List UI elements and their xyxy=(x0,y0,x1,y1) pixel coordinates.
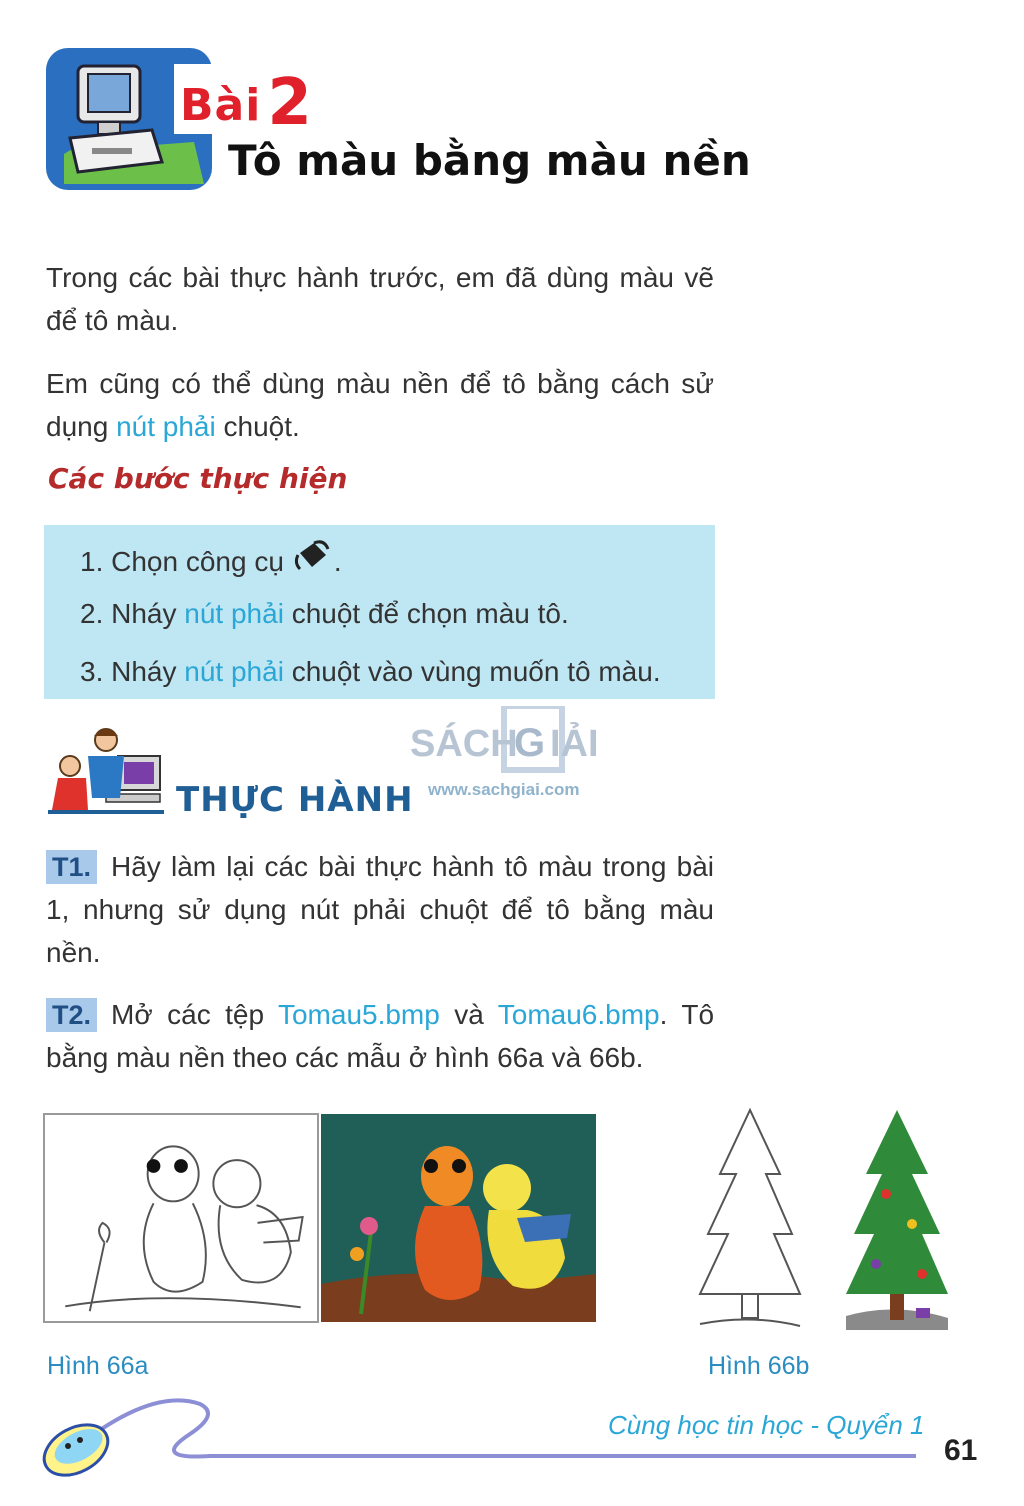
svg-text:G: G xyxy=(514,721,546,765)
step-3: 3. Nháy nút phải chuột vào vùng muốn tô màu. xyxy=(80,656,661,687)
watermark-url: www.sachgiai.com xyxy=(428,780,580,799)
paint-bucket-icon xyxy=(294,539,334,573)
task-badge-t2: T2. xyxy=(46,998,97,1032)
task-badge-t1: T1. xyxy=(46,850,97,884)
figure-66b-colored xyxy=(836,1104,958,1334)
figure-66a-colored xyxy=(321,1114,596,1322)
caption-figure-66a: Hình 66a xyxy=(47,1352,149,1380)
right-button-term: nút phải xyxy=(116,411,216,442)
file-name-tomau6: Tomau6.bmp xyxy=(497,999,660,1030)
practice-title: THỰC HÀNH xyxy=(176,780,414,820)
svg-text:SÁCH: SÁCH xyxy=(410,723,518,765)
book-title: Cùng học tin học - Quyển 1 xyxy=(608,1410,925,1440)
step-2: 2. Nháy nút phải chuột để chọn màu tô. xyxy=(80,598,569,629)
lesson-label: Bài2 xyxy=(180,66,313,140)
page-title: Tô màu bằng màu nền xyxy=(228,136,751,185)
task-t2: T2. Mở các tệp Tomau5.bmp và Tomau6.bmp. Tô bằng màu nền theo các mẫu ở hình 66a và 66b. xyxy=(46,999,715,1073)
figure-66a-outline xyxy=(43,1113,319,1323)
step-1: 1. Chọn công cụ . xyxy=(80,539,342,578)
intro-paragraph-1: Trong các bài thực hành trước, em đã dùng màu vẽ để tô màu. xyxy=(46,262,714,336)
watermark-logo xyxy=(410,706,620,776)
figure-66b-outline xyxy=(690,1104,810,1334)
caption-figure-66b: Hình 66b xyxy=(708,1352,810,1380)
intro-paragraph-2: Em cũng có thể dùng màu nền để tô bằng cách sử dụng nút phải chuột. xyxy=(46,368,714,442)
task-t1: T1. Hãy làm lại các bài thực hành tô màu trong bài 1, nhưng sử dụng nút phải chuột để tô bằng màu nền. xyxy=(46,851,714,968)
svg-text:IẢI: IẢI xyxy=(550,723,599,765)
children-at-computer-icon xyxy=(48,726,164,814)
page-number: 61 xyxy=(944,1434,978,1467)
file-name-tomau5: Tomau5.bmp xyxy=(277,999,440,1030)
steps-box xyxy=(44,525,715,699)
steps-heading: Các bước thực hiện xyxy=(48,462,348,495)
lesson-number: 2 xyxy=(267,66,313,140)
